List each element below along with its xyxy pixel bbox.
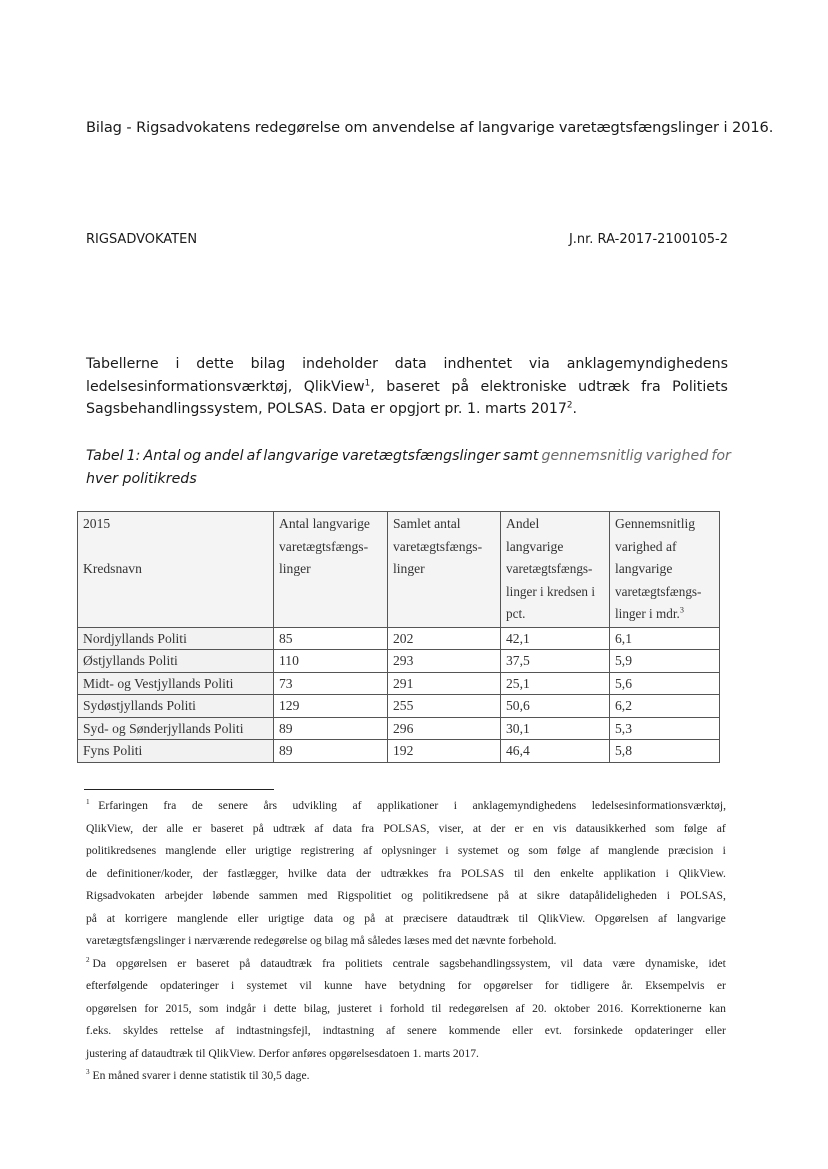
word: via bbox=[528, 356, 550, 372]
word: at bbox=[106, 911, 116, 925]
footnote-1-first bbox=[86, 795, 148, 818]
footnote-2-line-1 bbox=[86, 953, 726, 976]
word: opgørelser bbox=[483, 979, 533, 992]
footnote-2-first bbox=[86, 953, 106, 976]
footnote-1-line-3 bbox=[86, 840, 726, 863]
word: af bbox=[658, 911, 668, 925]
word: eller bbox=[512, 1024, 533, 1037]
word: politiets bbox=[345, 956, 383, 970]
cell-name: Nordjyllands Politi bbox=[78, 627, 274, 650]
word: arbejder bbox=[164, 889, 203, 902]
footnote-marker-2: 2 bbox=[86, 955, 90, 964]
word: politikredsenes bbox=[86, 844, 157, 857]
word: viser, bbox=[438, 821, 464, 835]
word: dette bbox=[273, 1001, 297, 1015]
word: er bbox=[192, 821, 202, 835]
word: sammen bbox=[259, 889, 298, 902]
footnote-divider bbox=[84, 789, 274, 790]
column-header-kredsnavn: Kredsnavn bbox=[83, 560, 142, 576]
word: Korrektionerne bbox=[630, 1001, 702, 1015]
footnote-1-line-7: varetægtsfængslinger i nærværende redegørelse og bilag må således læses med det nævnte forbehold. bbox=[86, 934, 557, 947]
word: dataudtræk bbox=[260, 956, 312, 970]
intro-word: fra bbox=[641, 378, 661, 395]
table-header-row bbox=[78, 512, 720, 628]
word: langvarige bbox=[676, 911, 726, 925]
word: manglende bbox=[608, 844, 660, 857]
word: års bbox=[263, 799, 277, 812]
word: data bbox=[332, 821, 352, 835]
footnote-3-line-1 bbox=[86, 1065, 726, 1088]
header-line: Andel bbox=[506, 516, 540, 531]
cell-varighed: 6,2 bbox=[610, 695, 720, 718]
organisation-name: RIGSADVOKATEN bbox=[86, 232, 198, 247]
word: præcision bbox=[668, 844, 714, 857]
column-header-andel bbox=[501, 512, 610, 628]
word: i bbox=[175, 356, 180, 372]
word: oktober bbox=[554, 1001, 590, 1015]
table-row bbox=[78, 717, 720, 740]
intro-word: Politiets bbox=[672, 378, 728, 395]
word: år. bbox=[621, 979, 633, 992]
word: vil bbox=[299, 979, 312, 992]
word: udtræk bbox=[272, 821, 306, 835]
word: som bbox=[528, 844, 548, 857]
header-line: langvarige bbox=[615, 561, 673, 576]
intro-line-2 bbox=[86, 376, 728, 399]
cell-andel: 46,4 bbox=[501, 740, 610, 763]
word: i bbox=[231, 979, 235, 992]
cell-samlet: 255 bbox=[388, 695, 501, 718]
cell-antal: 89 bbox=[274, 740, 388, 763]
cell-andel: 42,1 bbox=[501, 627, 610, 650]
footnote-2-line-5: justering af dataudtræk til QlikView. Derfor anføres opgørelsesdatoen 1. marts 2017. bbox=[86, 1046, 479, 1060]
word: samt bbox=[503, 448, 539, 464]
caption-line-1 bbox=[86, 445, 731, 468]
word: og bbox=[401, 889, 413, 902]
word: af bbox=[314, 821, 324, 835]
footnote-1-line-4 bbox=[86, 863, 726, 886]
word: dataudtræk bbox=[457, 911, 509, 925]
cell-varighed: 5,9 bbox=[610, 650, 720, 673]
word: i bbox=[453, 799, 457, 812]
word: eller bbox=[225, 844, 247, 857]
cell-samlet: 192 bbox=[388, 740, 501, 763]
footnote-3-text: En måned svarer i denne statistik til 30,5 dage. bbox=[92, 1069, 310, 1082]
footnote-2 bbox=[86, 953, 726, 1066]
footnote-ref-2: 2 bbox=[566, 400, 573, 411]
intro-word: baseret bbox=[386, 378, 440, 395]
table-row bbox=[78, 627, 720, 650]
footnote-2-line-4 bbox=[86, 1020, 726, 1043]
word: oplysninger bbox=[381, 844, 437, 857]
word: f.eks. bbox=[86, 1024, 112, 1037]
footnote-1-line-6 bbox=[86, 908, 726, 931]
word: opdateringer bbox=[160, 979, 219, 992]
word: kunne bbox=[324, 979, 353, 992]
footnote-3 bbox=[86, 1065, 726, 1088]
caption-line-2: hver politikreds bbox=[86, 470, 197, 487]
organisation-row bbox=[86, 232, 728, 247]
word: fra bbox=[361, 821, 375, 835]
header-cell-kredsnavn bbox=[78, 512, 274, 628]
word: alle bbox=[166, 821, 184, 835]
word: der bbox=[142, 821, 158, 835]
word: fra bbox=[438, 866, 452, 880]
intro-comma: , bbox=[370, 378, 375, 395]
word: den bbox=[533, 866, 551, 880]
word: af bbox=[352, 799, 362, 812]
footnote-ref-3: 3 bbox=[679, 605, 684, 615]
word: sagsbehandlingssystem, bbox=[439, 956, 551, 970]
footnote-marker-3: 3 bbox=[86, 1068, 90, 1077]
word: på bbox=[252, 821, 264, 835]
page-header-title: Bilag - Rigsadvokatens redegørelse om anvendelse af langvarige varetægtsfængslinger i 2016. bbox=[86, 119, 774, 136]
word: vil bbox=[560, 956, 573, 970]
cell-varighed: 6,1 bbox=[610, 627, 720, 650]
word: opgørelsen bbox=[116, 956, 168, 970]
word: skyldes bbox=[123, 1024, 158, 1037]
footnote-2-line-3 bbox=[86, 998, 726, 1021]
cell-andel: 37,5 bbox=[501, 650, 610, 673]
word: i bbox=[263, 1001, 267, 1015]
column-header-samlet bbox=[388, 512, 501, 628]
intro-line-3 bbox=[86, 398, 728, 421]
word: er bbox=[514, 821, 524, 835]
word: af bbox=[589, 844, 599, 857]
intro-line-1 bbox=[86, 353, 728, 376]
cell-varighed: 5,6 bbox=[610, 672, 720, 695]
word: POLSAS, bbox=[679, 889, 726, 902]
word: fra bbox=[163, 799, 177, 812]
word: af bbox=[215, 1024, 225, 1037]
cell-name: Syd- og Sønderjyllands Politi bbox=[78, 717, 274, 740]
word: forhold bbox=[389, 1001, 425, 1015]
word: fra bbox=[322, 956, 335, 970]
word: kommende bbox=[448, 1024, 501, 1037]
word: de bbox=[86, 866, 97, 880]
word: de bbox=[191, 799, 203, 812]
header-line: varetægtsfængs- bbox=[506, 561, 593, 576]
word: for bbox=[457, 979, 472, 992]
word: QlikView. bbox=[678, 866, 726, 880]
word: for bbox=[544, 979, 559, 992]
word: have bbox=[364, 979, 387, 992]
word: en bbox=[532, 821, 544, 835]
header-line: langvarige bbox=[506, 538, 564, 554]
word: senere bbox=[218, 799, 248, 812]
word: i bbox=[445, 844, 449, 857]
word: data bbox=[326, 866, 347, 880]
word: registrering bbox=[300, 844, 355, 857]
word: urigtige bbox=[268, 911, 305, 925]
word: kan bbox=[709, 1001, 726, 1015]
footnote-word: Erfaringen bbox=[98, 799, 148, 812]
word: følge bbox=[683, 821, 708, 835]
header-line: Gennemsnitlig bbox=[615, 516, 696, 531]
word: tidligere bbox=[570, 979, 610, 992]
word: applikation bbox=[603, 866, 656, 880]
word: indeholder bbox=[302, 356, 378, 372]
word: følge bbox=[556, 844, 581, 857]
word: rettelse bbox=[169, 1024, 204, 1037]
word: og bbox=[507, 844, 520, 857]
word: politikredsene bbox=[422, 889, 489, 902]
word: af bbox=[386, 1024, 396, 1037]
cell-andel: 50,6 bbox=[501, 695, 610, 718]
header-line: varetægtsfængs- bbox=[279, 538, 369, 554]
word: 20. bbox=[532, 1001, 547, 1015]
intro-word: ledelsesinformationsværktøj, bbox=[86, 378, 293, 395]
header-line: Samlet antal bbox=[393, 516, 461, 531]
footnotes bbox=[86, 795, 726, 1088]
word: forsinkede bbox=[573, 1024, 623, 1037]
table-row bbox=[78, 650, 720, 673]
word: og bbox=[183, 448, 202, 464]
word: ledelsesinformationsværktøj, bbox=[591, 799, 726, 812]
word: indtastningsfejl, bbox=[236, 1024, 311, 1037]
header-line: Antal langvarige bbox=[279, 516, 370, 531]
footnote-1-line-2 bbox=[86, 818, 726, 841]
word: hvilke bbox=[288, 866, 318, 880]
header-line: linger bbox=[393, 561, 425, 576]
word: Tabellerne bbox=[86, 356, 159, 372]
word: eller bbox=[237, 911, 259, 925]
word: til bbox=[514, 866, 524, 880]
footnote-marker-1: 1 bbox=[86, 798, 90, 807]
word: redegørelsen bbox=[448, 1001, 509, 1015]
word: og bbox=[342, 911, 355, 925]
intro-word: QlikView bbox=[303, 378, 365, 395]
footnote-2-line-2 bbox=[86, 975, 726, 998]
table-caption bbox=[86, 445, 731, 490]
cell-samlet: 296 bbox=[388, 717, 501, 740]
word: af bbox=[716, 821, 726, 835]
word: opgørelsen bbox=[86, 1001, 137, 1015]
header-line-text: linger i mdr. bbox=[615, 606, 680, 621]
word: være bbox=[612, 956, 636, 970]
word: definitioner/koder, bbox=[106, 866, 193, 880]
header-line: varetægtsfængs- bbox=[615, 583, 702, 599]
column-header-varighed bbox=[610, 512, 720, 628]
word: data bbox=[313, 911, 334, 925]
word: justeret bbox=[337, 1001, 372, 1015]
table-year: 2015 bbox=[83, 516, 111, 531]
word: til bbox=[518, 911, 529, 925]
word: er bbox=[177, 956, 187, 970]
word: evt. bbox=[544, 1024, 562, 1037]
word: som bbox=[199, 1001, 219, 1015]
word: at bbox=[384, 911, 394, 925]
word: er bbox=[716, 979, 726, 992]
word: sikre bbox=[537, 889, 560, 902]
word: POLSAS, bbox=[383, 821, 430, 835]
word: manglende bbox=[165, 844, 217, 857]
intro-word-qlikview bbox=[304, 376, 375, 399]
word: der bbox=[202, 866, 218, 880]
cell-name: Sydøstjyllands Politi bbox=[78, 695, 274, 718]
word: eller bbox=[705, 1024, 726, 1037]
footnote-1-line-1 bbox=[86, 795, 726, 818]
cell-andel: 30,1 bbox=[501, 717, 610, 740]
header-line: linger i kredsen i bbox=[506, 583, 595, 599]
word: at bbox=[472, 821, 482, 835]
word: i bbox=[722, 844, 726, 857]
word: QlikView, bbox=[86, 821, 134, 835]
cell-antal: 110 bbox=[274, 650, 388, 673]
word: præcisere bbox=[403, 911, 448, 925]
word: på bbox=[239, 956, 251, 970]
table-row bbox=[78, 695, 720, 718]
table-body bbox=[78, 627, 720, 762]
word: til bbox=[431, 1001, 442, 1015]
word: indhentet bbox=[443, 356, 513, 372]
cell-varighed: 5,8 bbox=[610, 740, 720, 763]
word: enkelte bbox=[560, 866, 594, 880]
word: senere bbox=[407, 1024, 437, 1037]
word: udvikling bbox=[292, 799, 337, 812]
cell-samlet: 293 bbox=[388, 650, 501, 673]
word: dette bbox=[196, 356, 234, 372]
word: vis bbox=[552, 821, 567, 835]
intro-period: . bbox=[572, 401, 578, 417]
word: manglende bbox=[177, 911, 228, 925]
word: QlikView. bbox=[537, 911, 586, 925]
word: i bbox=[379, 1001, 383, 1015]
word: fastlægger, bbox=[227, 866, 279, 880]
cell-antal: 73 bbox=[274, 672, 388, 695]
word: med bbox=[307, 889, 328, 902]
word: 2015, bbox=[165, 1001, 192, 1015]
word: Eksempelvis bbox=[645, 979, 705, 992]
word: 1: bbox=[126, 448, 141, 464]
cell-name: Fyns Politi bbox=[78, 740, 274, 763]
table-row bbox=[78, 740, 720, 763]
word: urigtige bbox=[255, 844, 292, 857]
word: i bbox=[666, 889, 671, 902]
cell-antal: 89 bbox=[274, 717, 388, 740]
journal-number: J.nr. RA-2017-2100105-2 bbox=[568, 232, 728, 247]
footnote-ref-1: 1 bbox=[364, 377, 371, 388]
word: POLSAS bbox=[461, 866, 505, 880]
word: på bbox=[86, 911, 97, 925]
word: der bbox=[356, 866, 371, 880]
word: datapålideligheden bbox=[569, 889, 657, 902]
word: efterfølgende bbox=[86, 979, 148, 992]
footnote-1 bbox=[86, 795, 726, 953]
intro-word: elektroniske bbox=[480, 378, 567, 395]
word: korrigere bbox=[124, 911, 168, 925]
custody-table bbox=[77, 511, 720, 763]
header-line: varetægtsfængs- bbox=[393, 538, 483, 554]
footnote-1-line-5 bbox=[86, 885, 726, 908]
word: betydning bbox=[398, 979, 446, 992]
word: baseret bbox=[196, 956, 230, 970]
word: af bbox=[246, 448, 261, 464]
intro-word: på bbox=[451, 378, 470, 395]
word: 2016. bbox=[597, 1001, 624, 1015]
intro-text: Sagsbehandlingssystem, POLSAS. Data er opgjort pr. 1. marts 2017 bbox=[86, 401, 567, 417]
word: for bbox=[144, 1001, 158, 1015]
word: datausikkerhed bbox=[575, 821, 646, 835]
word: data bbox=[583, 956, 603, 970]
word: systemet bbox=[246, 979, 288, 992]
word: baseret bbox=[210, 821, 244, 835]
word: anklagemyndighedens bbox=[472, 799, 577, 812]
word: andel bbox=[204, 448, 244, 464]
word: indtastning bbox=[322, 1024, 375, 1037]
word: løbende bbox=[212, 889, 250, 902]
column-header-antal bbox=[274, 512, 388, 628]
word: applikationer bbox=[377, 799, 439, 812]
word: bilag, bbox=[303, 1001, 331, 1015]
word: på bbox=[498, 889, 510, 902]
word: der bbox=[490, 821, 506, 835]
word: udtrækkes bbox=[380, 866, 429, 880]
word: anklagemyndighedens bbox=[566, 356, 728, 372]
word: dynamiske, bbox=[645, 956, 699, 970]
footnote-word: Da bbox=[92, 956, 107, 970]
cell-andel: 25,1 bbox=[501, 672, 610, 695]
word: bilag bbox=[250, 356, 286, 372]
cell-antal: 129 bbox=[274, 695, 388, 718]
word: idet bbox=[708, 956, 726, 970]
table-row bbox=[78, 672, 720, 695]
cell-antal: 85 bbox=[274, 627, 388, 650]
cell-samlet: 291 bbox=[388, 672, 501, 695]
header-line: varighed af bbox=[615, 538, 677, 554]
cell-varighed: 5,3 bbox=[610, 717, 720, 740]
word: for bbox=[711, 448, 731, 464]
word: opdateringer bbox=[634, 1024, 694, 1037]
cell-samlet: 202 bbox=[388, 627, 501, 650]
word: indgår bbox=[225, 1001, 256, 1015]
header-line: pct. bbox=[506, 606, 526, 621]
word: Antal bbox=[143, 448, 181, 464]
header-line: linger bbox=[279, 561, 311, 576]
word: som bbox=[655, 821, 675, 835]
word: Rigsadvokaten bbox=[86, 889, 155, 902]
word: Rigspolitiet bbox=[337, 889, 392, 902]
word: langvarige bbox=[263, 448, 339, 464]
word: af bbox=[363, 844, 373, 857]
word: at bbox=[518, 889, 528, 902]
word: varetægtsfængslinger bbox=[341, 448, 500, 464]
word: Tabel bbox=[86, 448, 124, 464]
header-line bbox=[615, 603, 714, 626]
word: gennemsnitlig bbox=[541, 448, 643, 464]
cell-name: Midt- og Vestjyllands Politi bbox=[78, 672, 274, 695]
intro-paragraph bbox=[86, 353, 728, 421]
intro-word: udtræk bbox=[578, 378, 630, 395]
word: varighed bbox=[645, 448, 709, 464]
word: Opgørelsen bbox=[594, 911, 649, 925]
word: systemet bbox=[457, 844, 499, 857]
word: i bbox=[665, 866, 669, 880]
word: på bbox=[364, 911, 376, 925]
word: data bbox=[394, 356, 427, 372]
word: af bbox=[515, 1001, 525, 1015]
word: centrale bbox=[392, 956, 430, 970]
cell-name: Østjyllands Politi bbox=[78, 650, 274, 673]
